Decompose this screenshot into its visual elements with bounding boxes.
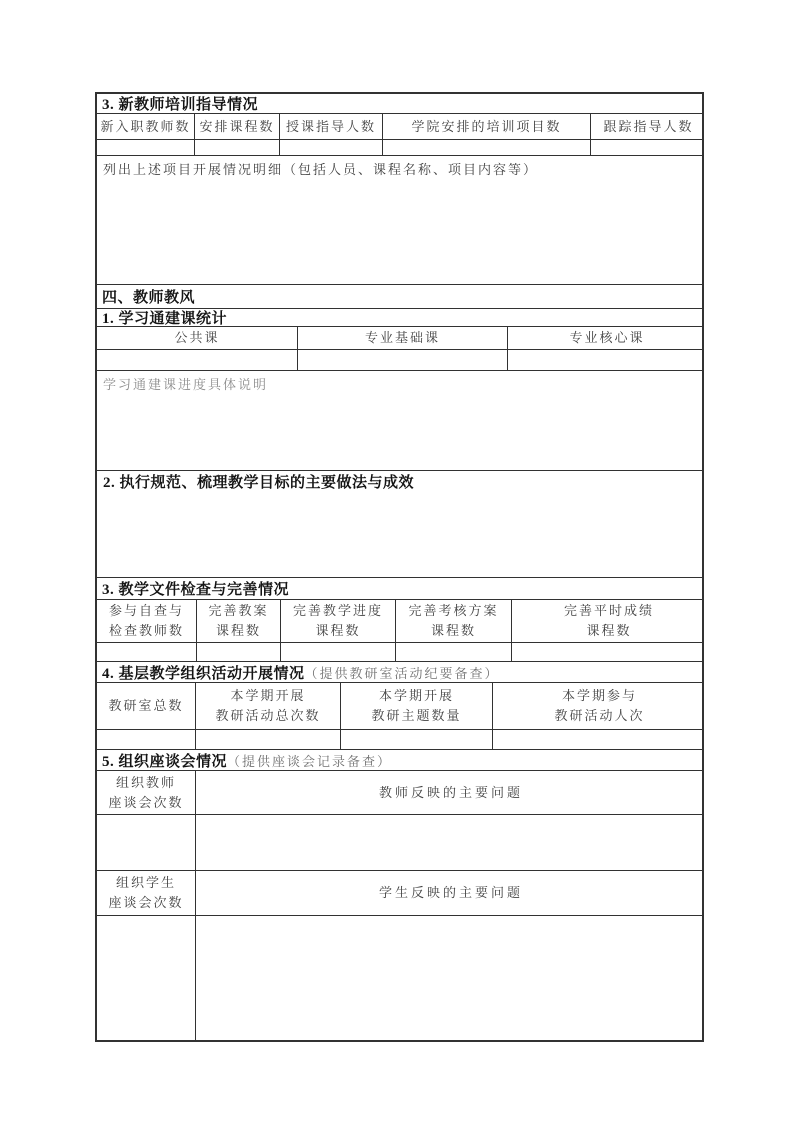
- header-major-core-course: 专业核心课: [507, 327, 706, 349]
- header-college-training-projects: 学院安排的培训项目数: [382, 114, 590, 139]
- subsection-title-xuexitong-course-stats: [97, 308, 702, 326]
- value-semester-research-activity-count[interactable]: [195, 730, 340, 749]
- value-arranged-course-count[interactable]: [194, 140, 279, 155]
- section-title-text: 四、教师教风: [102, 290, 196, 306]
- subsection-title-text: 4. 基层教学组织活动开展情况: [102, 665, 305, 682]
- subsection-title-note: （提供座谈会记录备查）: [227, 753, 393, 769]
- value-student-main-issues[interactable]: [195, 916, 706, 1040]
- value-semester-research-participation[interactable]: [492, 730, 706, 749]
- header-improved-assessment-plan-courses: 完善考核方案 课程数: [395, 600, 511, 642]
- subsection-title-teaching-file-check: [97, 577, 702, 599]
- teaching-file-check-header-row: [97, 599, 702, 642]
- value-major-core-course[interactable]: [507, 350, 706, 370]
- header-semester-research-activity-count: 本学期开展 教研活动总次数: [195, 683, 340, 729]
- header-improved-teaching-schedule-courses: 完善教学进度 课程数: [280, 600, 395, 642]
- value-new-hired-teacher-count[interactable]: [97, 140, 194, 155]
- value-improved-teaching-schedule-courses[interactable]: [280, 643, 395, 661]
- value-teaching-guidance-count[interactable]: [279, 140, 382, 155]
- new-teacher-training-header-row: [97, 113, 702, 139]
- header-new-hired-teacher-count: 新入职教师数: [100, 118, 191, 134]
- section-title-teacher-ethos: [97, 284, 702, 308]
- course-stats-value-row: [97, 349, 702, 370]
- header-improved-lesson-plan-courses: 完善教案 课程数: [196, 600, 280, 642]
- header-teaching-guidance-count: 授课指导人数: [279, 114, 382, 139]
- student-symposium-value-row: [97, 915, 702, 1040]
- value-student-symposium-count[interactable]: [97, 916, 195, 1040]
- header-semester-research-participation: 本学期参与 教研活动人次: [492, 683, 706, 729]
- header-major-basic-course: 专业基础课: [297, 327, 507, 349]
- subsection-title-symposium: [97, 749, 702, 770]
- value-major-basic-course[interactable]: [297, 350, 507, 370]
- norms-execution-practices-area[interactable]: 2. 执行规范、梳理教学目标的主要做法与成效: [97, 470, 702, 577]
- value-teacher-main-issues[interactable]: [195, 815, 706, 870]
- new-teacher-training-value-row: [97, 139, 702, 155]
- subsection-title-text: 3. 教学文件检查与完善情况: [102, 582, 290, 598]
- value-improved-assessment-plan-courses[interactable]: [395, 643, 511, 661]
- subsection-title-text: 5. 组织座谈会情况: [102, 753, 228, 770]
- value-semester-research-topic-count[interactable]: [340, 730, 492, 749]
- teaching-org-value-row: [97, 729, 702, 749]
- value-follow-up-guidance-count[interactable]: [590, 140, 706, 155]
- value-teaching-office-total[interactable]: [97, 730, 195, 749]
- value-public-course[interactable]: [97, 350, 297, 370]
- header-semester-research-topic-count: 本学期开展 教研主题数量: [340, 683, 492, 729]
- value-improved-lesson-plan-courses[interactable]: [196, 643, 280, 661]
- header-follow-up-guidance-count: 跟踪指导人数: [590, 114, 706, 139]
- value-teacher-symposium-count[interactable]: [97, 815, 195, 870]
- report-form-table: [95, 92, 704, 1042]
- value-self-check-teacher-count[interactable]: [97, 643, 196, 661]
- header-improved-regular-grade-courses: 完善平时成绩 课程数: [511, 600, 706, 642]
- value-college-training-projects[interactable]: [382, 140, 590, 155]
- header-public-course: 公共课: [174, 330, 220, 345]
- teacher-symposium-header-row: [97, 770, 702, 814]
- header-self-check-teacher-count: 参与自查与 检查教师数: [108, 603, 184, 638]
- label-student-symposium-count: 组织学生 座谈会次数: [108, 875, 184, 910]
- student-symposium-header-row: [97, 870, 702, 915]
- label-teacher-symposium-count: 组织教师 座谈会次数: [108, 774, 184, 810]
- label-teacher-main-issues: 教师反映的主要问题: [195, 771, 706, 814]
- subsection-title-text: 1. 学习通建课统计: [102, 311, 228, 326]
- teaching-file-check-value-row: [97, 642, 702, 661]
- xuexitong-progress-note-area[interactable]: 学习通建课进度具体说明: [97, 370, 702, 470]
- subsection-title-teaching-org-activities: [97, 661, 702, 682]
- section-title-text: 3. 新教师培训指导情况: [102, 97, 259, 113]
- header-teaching-office-total: 教研室总数: [108, 698, 184, 713]
- subsection-title-note: （提供教研室活动纪要备查）: [304, 665, 500, 681]
- course-stats-header-row: [97, 326, 702, 349]
- label-student-main-issues: 学生反映的主要问题: [195, 871, 706, 915]
- new-teacher-training-detail-area[interactable]: 列出上述项目开展情况明细（包括人员、课程名称、项目内容等）: [97, 155, 702, 284]
- teacher-symposium-value-row: [97, 814, 702, 870]
- teaching-org-header-row: [97, 682, 702, 729]
- header-arranged-course-count: 安排课程数: [194, 114, 279, 139]
- section-title-new-teacher-training: [97, 94, 702, 113]
- value-improved-regular-grade-courses[interactable]: [511, 643, 706, 661]
